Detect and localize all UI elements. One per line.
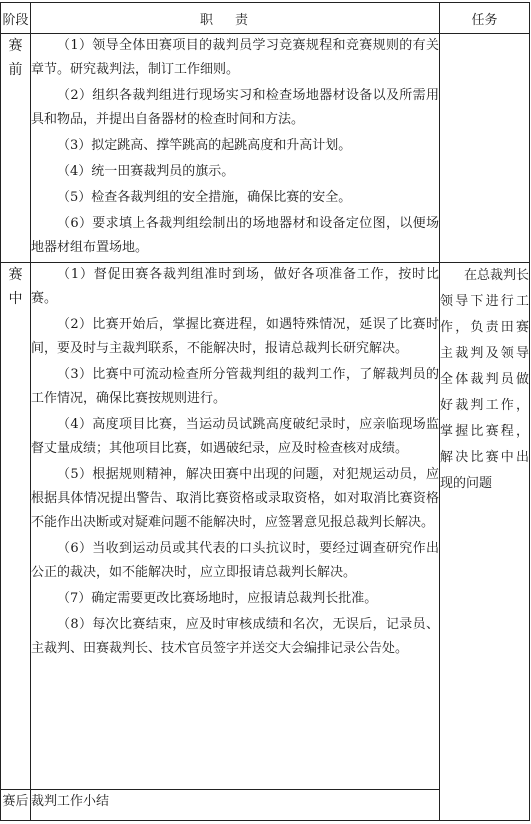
duty-item: （5）根据规则精神，解决田赛中出现的问题，对犯规运动员，应根据具体情况提出警告、取消比赛资格或录取资格，如对取消比赛资格不能作出决断或对疑难问题不能解决时，应签署意见报总裁判长解决。 — [31, 467, 439, 530]
task-cell: 在总裁判长领导下进行工作，负责田赛主裁判及领导全体裁判员做好裁判工作，掌握比赛程，解决比赛中出现的问题 — [440, 263, 530, 821]
stage-char: 前 — [8, 62, 23, 78]
duty-item: （7）确定需要更改比赛场地时，应报请总裁判长批准。 — [57, 591, 378, 606]
duty-item: （4）统一田赛裁判员的旗示。 — [57, 164, 235, 179]
duty-item: （3）拟定跳高、撑竿跳高的起跳高度和升高计划。 — [57, 138, 352, 153]
header-task: 任务 — [440, 3, 530, 34]
table-row-pre-match — [1, 34, 530, 263]
duty-item: （2）比赛开始后，掌握比赛进程，如遇特殊情况，延误了比赛时间，要及时与主裁判联系，不能解决时，报请总裁判长研究解决。 — [31, 317, 439, 356]
duty-item: （5）检查各裁判组的安全措施，确保比赛的安全。 — [57, 190, 352, 205]
duty-item: （6）要求填上各裁判组绘制出的场地器材和设备定位图，以便场地器材组布置场地。 — [31, 216, 439, 255]
duty-item: （8）每次比赛结束，应及时审核成绩和名次，无误后，记录员、主裁判、田赛裁判长、技术官员签字并送交大会编排记录公告处。 — [31, 617, 439, 656]
task-cell-pre-empty — [440, 34, 530, 263]
table-row-in-match — [1, 263, 530, 790]
stage-cell-mid — [1, 263, 31, 790]
duty-item: （1）督促田赛各裁判组准时到场，做好各项准备工作，按时比赛。 — [31, 267, 439, 306]
stage-char: 中 — [8, 291, 23, 307]
duty-list-mid — [31, 263, 440, 790]
duty-item: （2）组织各裁判组进行现场实习和检查场地器材设备以及所需用具和物品，并提出自备器材的检查时间和方法。 — [31, 88, 439, 127]
stage-cell-pre — [1, 34, 31, 263]
table-header-row — [1, 3, 530, 34]
summary-cell: 裁判工作小结 — [31, 790, 440, 821]
stage-char: 赛 — [8, 38, 23, 54]
referee-duty-table — [0, 2, 530, 821]
duty-item: （4）高度项目比赛，当运动员试跳高度破纪录时，应亲临现场监督丈量成绩；其他项目比赛，如遇破纪录，应及时检查核对成绩。 — [31, 417, 439, 456]
stage-cell-post: 赛后 — [1, 790, 31, 821]
duty-item: （1）领导全体田赛项目的裁判员学习竞赛规程和竞赛规则的有关章节。研究裁判法，制订工作细则。 — [31, 38, 439, 77]
header-duty: 职责 — [31, 3, 440, 34]
duty-list-pre — [31, 34, 440, 263]
duty-item: （6）当收到运动员或其代表的口头抗议时，要经过调查研究作出公正的裁决，如不能解决时，应立即报请总裁判长解决。 — [31, 541, 439, 580]
duty-item: （3）比赛中可流动检查所分管裁判组的裁判工作，了解裁判员的工作情况，确保比赛按规则进行。 — [31, 367, 439, 406]
stage-char: 赛 — [8, 267, 23, 283]
header-stage: 阶段 — [1, 3, 31, 34]
